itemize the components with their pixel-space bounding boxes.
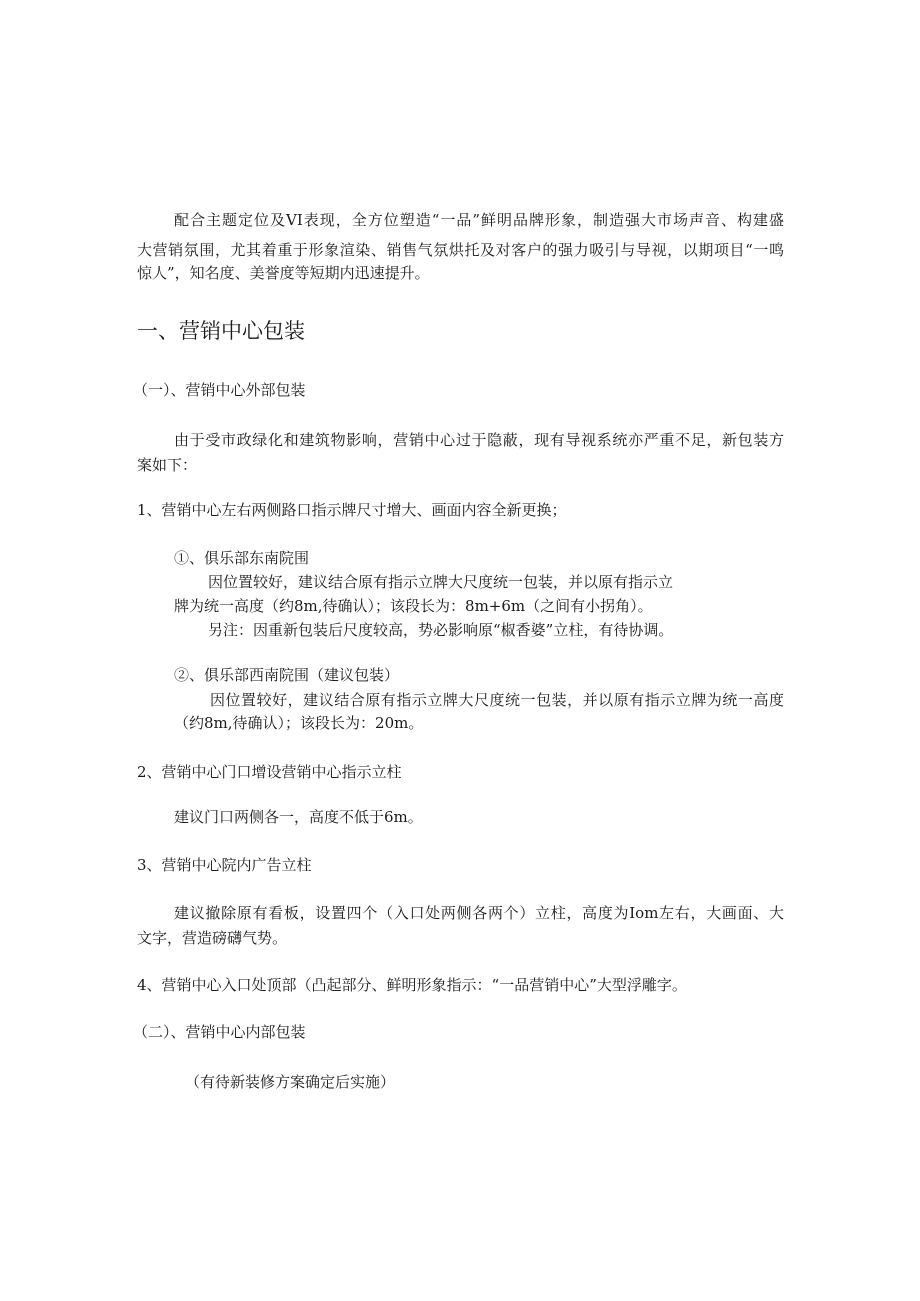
item-1a-note: 另注：因重新包装后尺度较高，势必影响原“椒香婆”立柱，有待协调。: [208, 621, 674, 639]
subsection-heading-external: （一）、营销中心外部包装: [133, 381, 306, 399]
external-para-line-2: 案如下：: [137, 456, 198, 474]
item-1b-line-2: （约8m,待确认）；该段长为：20m。: [174, 714, 424, 732]
external-para-line-1: 由于受市政绿化和建筑物影响，营销中心过于隐蔽，现有导视系统亦严重不足，新包装方: [174, 431, 784, 449]
intro-line-1: 配合主题定位及VI表现，全方位塑造“一品”鲜明品牌形象，制造强大市场声音、构建盛: [174, 211, 784, 229]
item-3-line-1: 建议撤除原有看板，设置四个（入口处两侧各两个）立柱，高度为Iom左右，大画面、大: [174, 904, 784, 922]
item-1b-line-1: 因位置较好，建议结合原有指示立牌大尺度统一包装，并以原有指示立牌为统一高度: [210, 691, 784, 709]
item-2-text: 建议门口两侧各一，高度不低于6m。: [174, 808, 423, 826]
item-3-line-2: 文字，营造磅礴气势。: [137, 929, 288, 947]
subsection-heading-internal: （二）、营销中心内部包装: [133, 1023, 306, 1041]
item-2-heading: 2、营销中心门口增设营销中心指示立柱: [137, 763, 402, 781]
intro-line-2: 大营销氛围，尤其着重于形象渲染、销售气氛烘托及对客户的强力吸引与导视，以期项目“一鸣: [137, 241, 784, 259]
item-3-heading: 3、营销中心院内广告立柱: [137, 856, 312, 874]
internal-text: （有待新装修方案确定后实施）: [185, 1073, 396, 1091]
item-1-heading: 1、营销中心左右两侧路口指示牌尺寸增大、画面内容全新更换；: [137, 501, 567, 519]
item-1a-heading: ①、俱乐部东南院围: [174, 549, 310, 567]
item-1a-line-1: 因位置较好，建议结合原有指示立牌大尺度统一包装，并以原有指示立: [208, 573, 674, 591]
intro-line-3: 惊人”，知名度、美誉度等短期内迅速提升。: [137, 264, 430, 282]
item-4-heading: 4、营销中心入口处顶部（凸起部分、鲜明形象指示：“一品营销中心”大型浮雕字。: [137, 976, 687, 994]
item-1a-line-2: 牌为统一高度（约8m,待确认）；该段长为：8m+6m（之间有小拐角）。: [174, 597, 653, 615]
item-1b-heading: ②、俱乐部西南院围（建议包装）: [174, 666, 400, 684]
section-heading: 一、营销中心包装: [137, 319, 305, 343]
